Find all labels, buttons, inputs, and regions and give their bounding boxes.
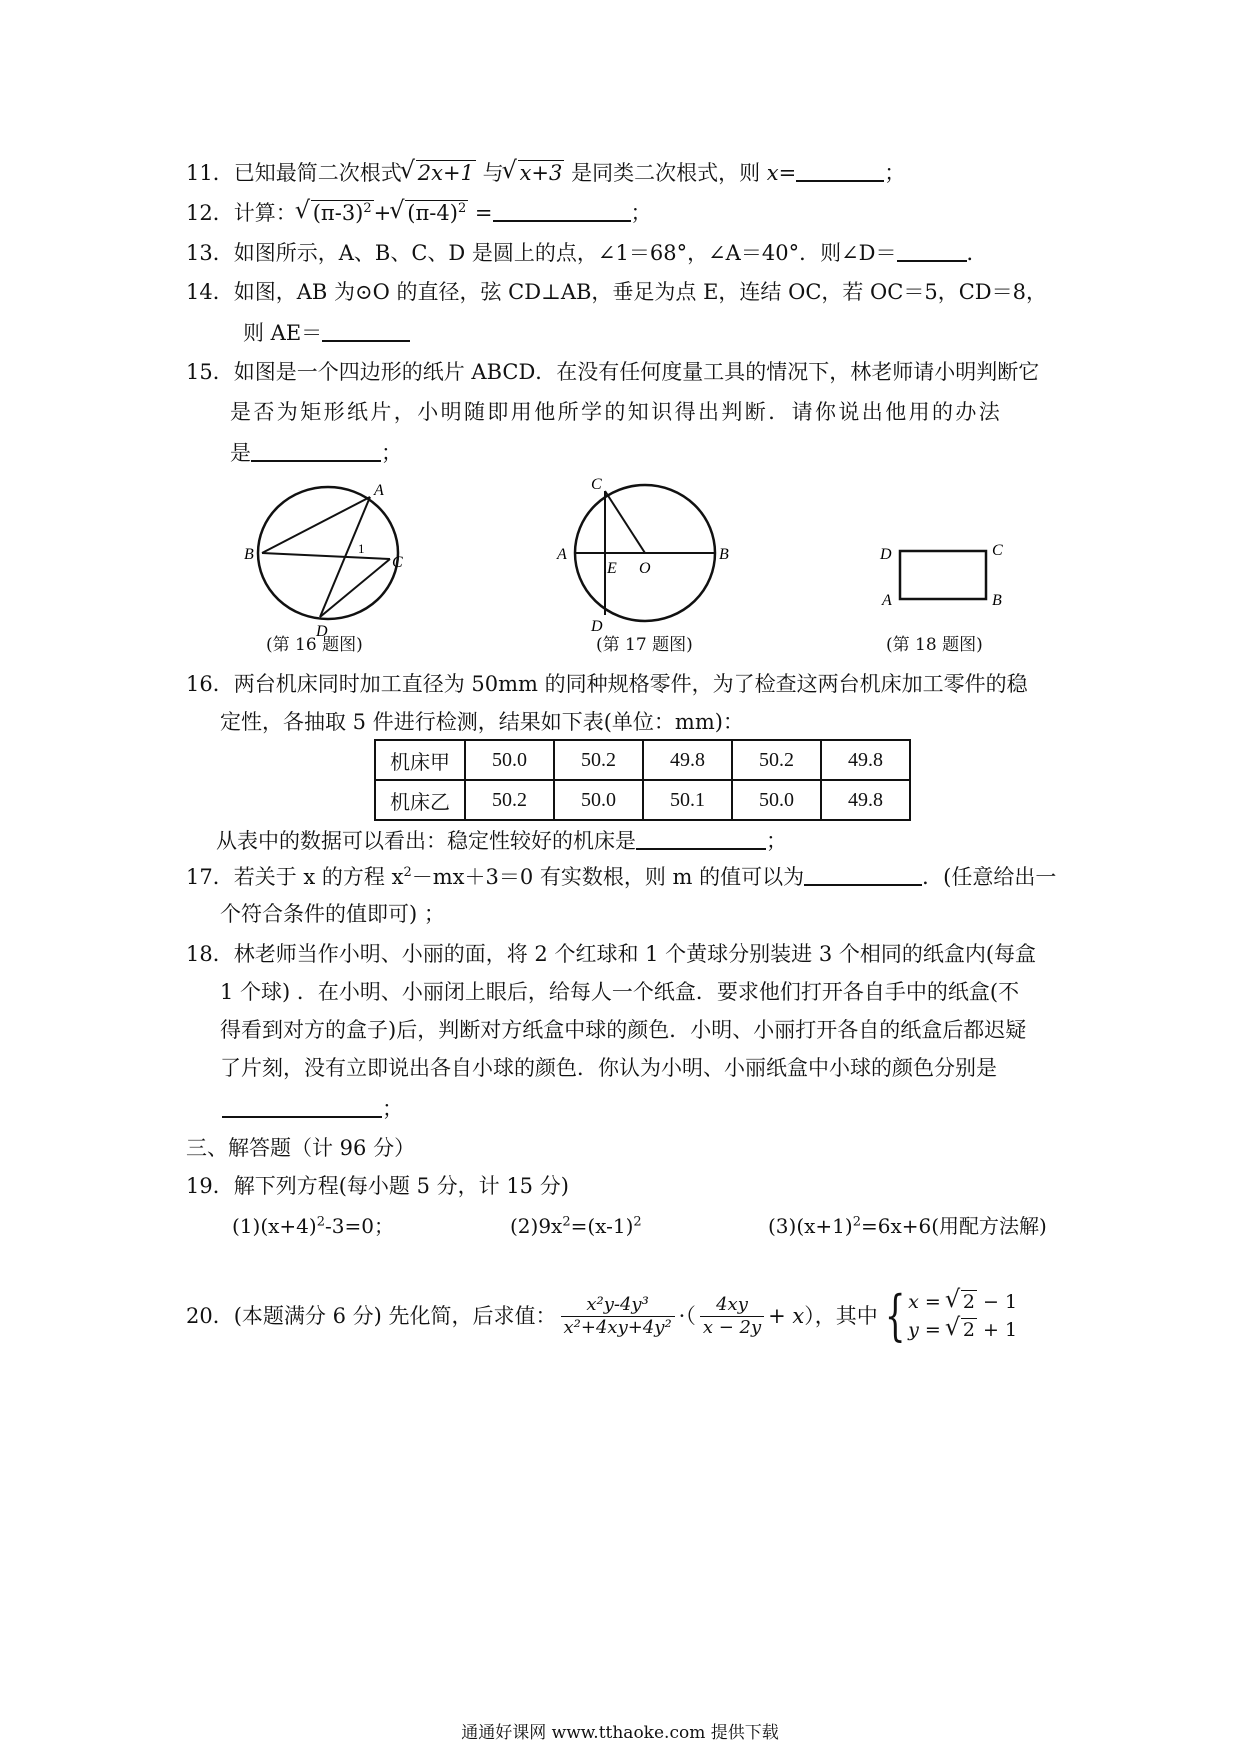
label-b: B [244,546,254,563]
table-cell: 50.0 [554,780,643,820]
q14-text2: 则 AE＝ [243,321,323,345]
q19-part3 [768,1212,1047,1240]
table-cell: 49.8 [821,740,910,780]
q20-text2: ），其中 [804,1304,878,1328]
q16-line3 [216,826,787,855]
table-cell: 50.2 [465,780,554,820]
q20 [186,1286,1017,1346]
q12-rad1: (π-3) [312,201,364,225]
label-d: D [591,618,603,635]
q19-part2 [510,1212,642,1240]
q18-line2 [220,978,1019,1006]
q19-p2a: (2)9x [510,1214,563,1238]
label-e: E [607,560,617,577]
q15-end: ； [381,441,402,465]
q12-text: 计算： [233,201,297,225]
eq-y [908,1316,1017,1344]
q20-text: (本题满分 6 分) 先化简，后求值： [233,1304,557,1328]
q11-number: 11． [186,161,234,185]
q17-text-c: ．(任意给出一 [922,865,1057,889]
label-a: A [557,546,567,563]
sup2: 2 [562,1214,571,1230]
q11-text3: 是同类二次根式，则 [571,161,761,185]
machine-data-table [374,739,911,821]
q12-rad2: (π-4) [407,201,458,225]
label-b: B [719,546,729,563]
q13-number: 13． [186,241,234,265]
figure-17 [555,475,735,635]
figure-18 [870,535,1010,615]
q15-text3: 是 [230,441,251,465]
table-cell: 50.2 [732,740,821,780]
q16-text3: 从表中的数据可以看出：稳定性较好的机床是 [216,829,636,853]
q19-p1a: (1)(x+4) [232,1214,317,1238]
q17-line1 [186,862,1056,891]
table-cell: 50.1 [643,780,732,820]
q13-text: 如图所示，A、B、C、D 是圆上的点，∠1＝68°，∠A＝40°．则∠D＝ [233,241,897,265]
q11-var: x= [766,161,797,185]
q18-answer-blank[interactable] [222,1094,382,1118]
q16-line2 [220,708,744,736]
sup2: 2 [403,865,412,880]
q16-text: 两台机床同时加工直径为 50mm 的同种规格零件，为了检查这两台机床加工零件的稳 [233,672,1028,696]
q11-and: 与 [482,161,504,185]
radical-pi4 [391,199,468,227]
q17-text-b: －mx＋3＝0 有实数根，则 m 的值可以为 [411,865,805,889]
q16-end: ； [766,829,787,853]
q16-text2: 定性，各抽取 5 件进行检测，结果如下表(单位：mm)： [220,710,744,734]
table-row [375,740,910,780]
eq-y-a: y = [908,1319,947,1341]
sup2: 2 [852,1214,861,1230]
q18-text3: 得看到对方的盒子)后，判断对方纸盒中球的颜色．小明、小丽打开各自的纸盒后都迟疑 [220,1018,1027,1042]
q18-line3 [220,1016,1026,1044]
q14-line1 [186,278,1047,306]
q18-text4: 了片刻，没有立即说出各自小球的颜色．你认为小明、小丽纸盒中小球的颜色分别是 [220,1056,997,1080]
q15-answer-blank[interactable] [251,438,381,462]
label-d: D [880,546,892,563]
q15-line2 [230,398,1002,426]
table-cell: 49.8 [821,780,910,820]
q15-line3 [230,438,402,467]
q16-number: 16． [186,672,234,696]
sup2: 2 [316,1214,325,1230]
q16-line1 [186,670,1028,698]
caption-17: (第 17 题图) [596,635,693,655]
table-cell: 50.2 [554,740,643,780]
caption-16: (第 16 题图) [266,635,363,655]
table-cell: 49.8 [643,740,732,780]
equation-system [908,1288,1017,1344]
label-c: C [992,542,1003,559]
q19-text: 解下列方程(每小题 5 分，计 15 分) [233,1174,569,1198]
figure-16 [240,475,420,640]
q19-number: 19． [186,1174,234,1198]
q12-plus: + [373,201,392,225]
fraction-1 [561,1294,675,1339]
sup2: 2 [633,1214,642,1230]
q17-line2 [220,900,445,928]
label-c: C [392,554,403,571]
q19-p3b: =6x+6(用配方法解) [860,1214,1047,1238]
chord-cd [320,559,390,617]
q14-line2 [243,318,410,347]
q17-answer-blank[interactable] [804,862,922,886]
q18-text1: 林老师当作小明、小丽的面，将 2 个红球和 1 个黄球分别装进 3 个相同的纸盒内(每盒 [233,942,1037,966]
q19-p3a: (3)(x+1) [768,1214,853,1238]
q15-number: 15． [186,360,234,384]
label-d: D [316,623,328,640]
frac1-num: x²y-4y³ [561,1294,675,1317]
fraction-2 [700,1294,764,1339]
q20-dot: ·（ [678,1304,696,1328]
q18-line5 [222,1094,403,1123]
q13-answer-blank[interactable] [897,238,967,262]
label-a: A [882,592,892,609]
q13 [186,238,988,267]
q16-answer-blank[interactable] [636,826,766,850]
quadrilateral-abcd [900,551,986,599]
q11-text: 已知最简二次根式 [233,161,402,185]
radical: √ 2 [947,1316,977,1344]
frac2-num: 4xy [700,1294,764,1317]
q18-line1 [186,940,1036,968]
row-label: 机床甲 [375,740,465,780]
q17-text: 若关于 x 的方程 x [233,865,404,889]
label-angle-1: 1 [358,541,365,556]
eq-x-c: − 1 [976,1291,1018,1313]
chord-bc [262,553,390,559]
q11-end: ； [884,161,906,185]
label-b: B [992,592,1002,609]
q18-text2: 1 个球) ．在小明、小丽闭上眼后，给每人一个纸盒．要求他们打开各自手中的纸盒(不 [220,980,1020,1004]
q12 [186,198,652,227]
brace: { [884,1284,906,1347]
eq-x-a: x = [908,1291,947,1313]
q17-text2: 个符合条件的值即可) ； [220,902,445,926]
frac1-den: x²+4xy+4y² [563,1316,672,1338]
eq-x [908,1288,1017,1316]
table-row [375,780,910,820]
footer-text: 通通好课网 www.tthaoke.com 提供下载 [461,1723,779,1743]
q19-title [186,1172,569,1200]
q14-answer-blank[interactable] [322,318,410,342]
q11-answer-blank[interactable] [796,158,884,182]
q11 [186,158,905,187]
q18-number: 18． [186,942,234,966]
q20-plus-x: + x [768,1304,805,1328]
q12-number: 12． [186,201,234,225]
eq-y-c: + 1 [976,1319,1018,1341]
q18-line4 [220,1054,997,1082]
frac2-den: x − 2y [702,1316,762,1338]
row-label: 机床乙 [375,780,465,820]
sup2: 2 [363,201,372,216]
q14-number: 14． [186,280,234,304]
label-o: O [639,560,651,577]
radical-2x1: √ 2x+1 [402,159,476,187]
q20-number: 20． [186,1304,234,1328]
q19-p1b: -3=0； [324,1214,394,1238]
q19-part1 [232,1212,394,1240]
radical-pi3 [297,199,374,227]
table-cell: 50.0 [732,780,821,820]
section-heading: 三、解答题（计 96 分） [186,1136,416,1160]
q15-text2: 是否为矩形纸片，小明随即用他所学的知识得出判断．请你说出他用的办法 [230,400,1003,424]
radical-x3: √ x+3 [504,159,565,187]
table-cell: 50.0 [465,740,554,780]
q15-text: 如图是一个四边形的纸片 ABCD．在没有任何度量工具的情况下，林老师请小明判断它 [233,360,1040,384]
radical: √ 2 [947,1288,977,1316]
q12-eq: = [474,201,493,225]
q17-number: 17． [186,865,234,889]
q13-end: ． [966,241,988,265]
q12-end: ； [630,201,652,225]
label-a: A [374,482,384,499]
q15-line1 [186,358,1039,386]
radius-oc [605,491,645,553]
label-c: C [591,476,602,493]
q14-text: 如图，AB 为⊙O 的直径，弦 CD⊥AB，垂足为点 E，连结 OC，若 OC＝5，CD＝8， [233,280,1047,304]
q18-end: ； [382,1097,403,1121]
caption-18: (第 18 题图) [886,635,983,655]
q12-answer-blank[interactable] [493,198,631,222]
sup2: 2 [457,201,467,216]
q19-p2b: =(x-1) [570,1214,634,1238]
